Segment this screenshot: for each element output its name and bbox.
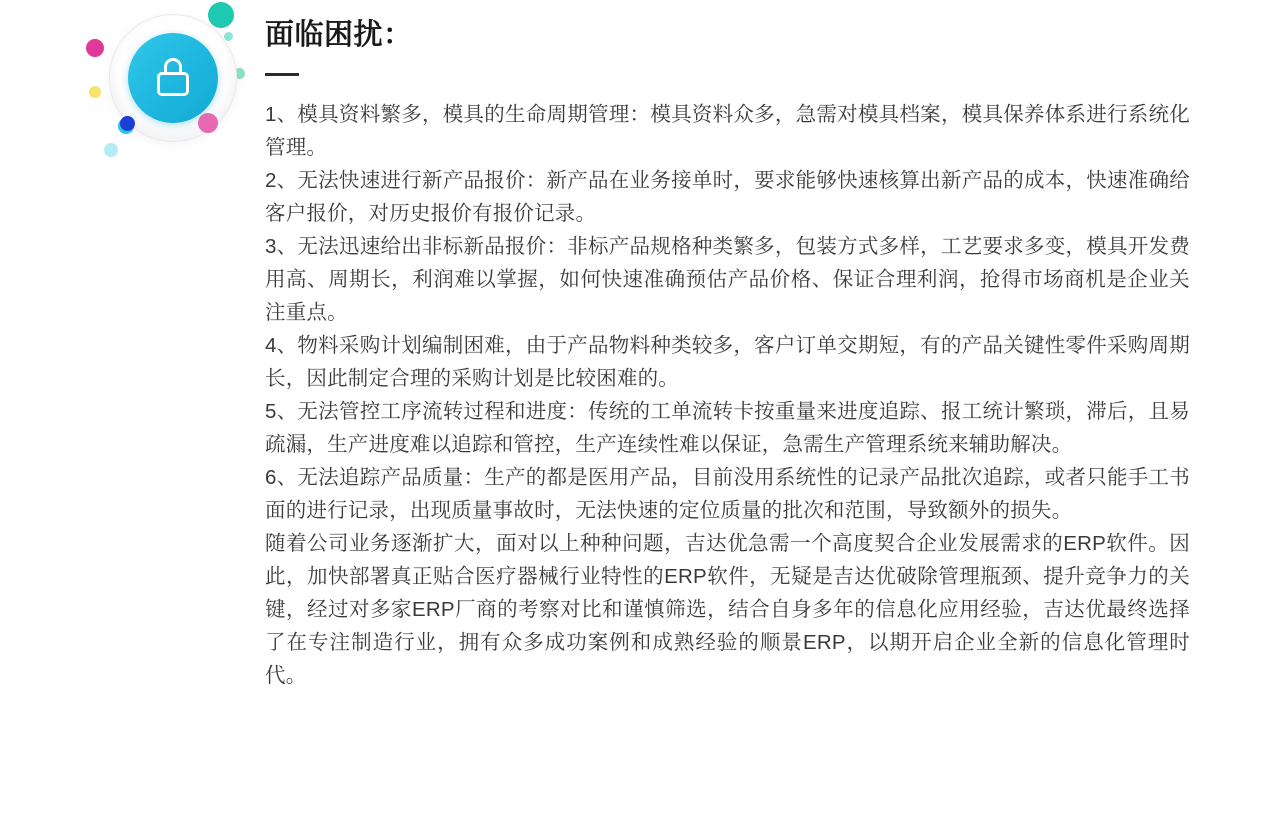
inner-circle [128,33,218,123]
lock-icon [155,58,191,98]
decorative-dot-teal-small [224,32,233,41]
lock-body [157,72,189,96]
decorative-dot-blue [120,116,135,131]
problem-item: 4、物料采购计划编制困难，由于产品物料种类较多，客户订单交期短，有的产品关键性零件采购周期长，因此制定合理的采购计划是比较困难的。 [265,333,1190,390]
lock-badge-illustration [78,2,253,157]
decorative-dot-pink [198,113,218,133]
decorative-dot-yellow [89,86,101,98]
closing-paragraph: 随着公司业务逐渐扩大，面对以上种种问题，吉达优急需一个高度契合企业发展需求的ERP软件。因此，加快部署真正贴合医疗器械行业特性的ERP软件，无疑是吉达优破除管理瓶颈、提升竞争力的关键，经过对多家ERP厂商的考察对比和谨慎筛选，结合自身多年的信息化应用经验，吉达优最终选择了在专注制造行业，拥有众多成功案例和成熟经验的顺景ERP，以期开启企业全新的信息化管理时代。 [265,531,1190,687]
problem-item: 2、无法快速进行新产品报价：新产品在业务接单时，要求能够快速核算出新产品的成本，快速准确给客户报价，对历史报价有报价记录。 [265,168,1190,225]
problem-item: 5、无法管控工序流转过程和进度：传统的工单流转卡按重量来进度追踪、报工统计繁琐，滞后，且易疏漏，生产进度难以追踪和管控，生产连续性难以保证，急需生产管理系统来辅助解决。 [265,399,1190,456]
article-content [265,18,1190,692]
decorative-dot-faded [104,143,118,157]
decorative-dot-magenta [86,39,104,57]
decorative-dot-teal [208,2,234,28]
title-divider [265,73,299,76]
problem-item: 6、无法追踪产品质量：生产的都是医用产品，目前没用系统性的记录产品批次追踪，或者只能手工书面的进行记录，出现质量事故时，无法快速的定位质量的批次和范围，导致额外的损失。 [265,465,1190,522]
page-title: 面临困扰： [265,19,413,51]
problem-item: 1、模具资料繁多，模具的生命周期管理：模具资料众多，急需对模具档案，模具保养体系进行系统化管理。 [265,102,1190,159]
problem-item: 3、无法迅速给出非标新品报价：非标产品规格种类繁多，包装方式多样，工艺要求多变，模具开发费用高、周期长，利润难以掌握，如何快速准确预估产品价格、保证合理利润，抢得市场商机是企业关注重点。 [265,234,1190,324]
